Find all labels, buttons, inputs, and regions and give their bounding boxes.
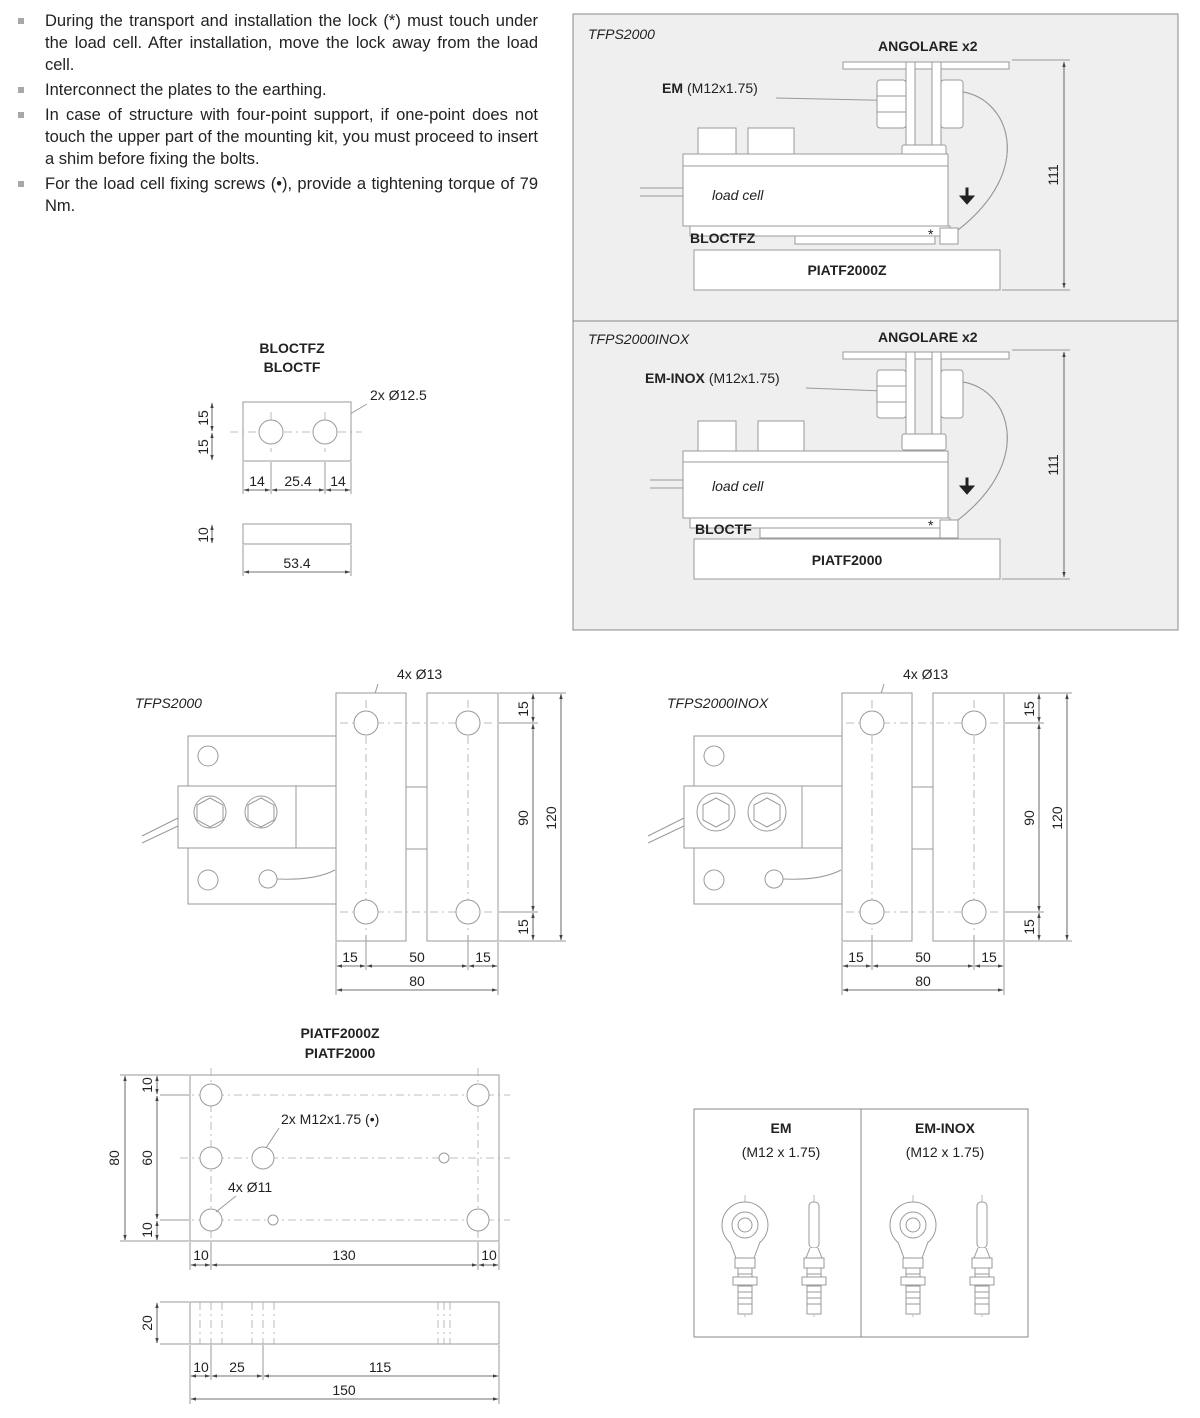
dim-15: 15: [981, 949, 997, 965]
dim-15: 15: [848, 949, 864, 965]
dim-10: 10: [193, 1359, 209, 1375]
lock-star: *: [928, 517, 934, 533]
dim-14: 14: [249, 473, 265, 489]
note-item: Interconnect the plates to the earthing.: [18, 79, 538, 101]
inox-title: EM-INOX: [915, 1120, 975, 1136]
dim-10: 10: [481, 1247, 497, 1263]
load-cell-label: load cell: [712, 187, 764, 203]
lock-label: BLOCTFZ: [690, 230, 756, 246]
lock-star: *: [928, 226, 934, 242]
dim-14: 14: [330, 473, 346, 489]
bloctf-drawing: [195, 340, 427, 576]
em-label: EM (M12x1.75): [662, 80, 758, 96]
dim-15: 15: [515, 701, 531, 717]
dim-130: 130: [332, 1247, 356, 1263]
dim-10: 10: [195, 527, 211, 543]
threads-label: 2x M12x1.75 (•): [281, 1111, 380, 1127]
dim-15: 15: [475, 949, 491, 965]
elevation-panel: [573, 14, 1178, 630]
plate-label: PIATF2000Z: [807, 262, 887, 278]
part-title: BLOCTF: [263, 359, 321, 375]
dim-80: 80: [409, 973, 425, 989]
dim-60: 60: [139, 1150, 155, 1166]
dim-10: 10: [139, 1077, 155, 1093]
dim-80: 80: [915, 973, 931, 989]
dim-50: 50: [915, 949, 931, 965]
plan-view-left: [135, 666, 566, 995]
model-label: TFPS2000INOX: [667, 695, 769, 711]
inox-thread: (M12 x 1.75): [905, 1144, 985, 1160]
em-label: EM-INOX (M12x1.75): [645, 370, 780, 386]
dim-10: 10: [193, 1247, 209, 1263]
holes-label: 2x Ø12.5: [370, 387, 427, 403]
model-label: TFPS2000: [135, 695, 202, 711]
plan-view-right: [648, 666, 1072, 995]
dim-150: 150: [332, 1382, 356, 1398]
dim-90: 90: [515, 810, 531, 826]
dim-25-4: 25.4: [284, 473, 312, 489]
holes-label: 4x Ø13: [903, 666, 949, 682]
dim-120: 120: [543, 806, 559, 830]
dim-15: 15: [342, 949, 358, 965]
dim-15: 15: [515, 919, 531, 935]
dim-50: 50: [409, 949, 425, 965]
piatf-drawing: [106, 1025, 510, 1404]
height-dim: 111: [1045, 454, 1061, 476]
plate-label: PIATF2000: [811, 552, 883, 568]
angle-label: ANGOLARE x2: [878, 329, 978, 345]
em-title: EM: [770, 1120, 792, 1136]
dim-115: 115: [368, 1359, 392, 1375]
em-thread: (M12 x 1.75): [741, 1144, 821, 1160]
note-item: In case of structure with four-point support, if one-point does not touch the upper part of the mounting kit, you must proceed to insert a shim before fixing the bolts.: [18, 104, 538, 170]
dim-120: 120: [1049, 806, 1065, 830]
dim-20: 20: [139, 1315, 155, 1331]
part-title: PIATF2000: [304, 1045, 376, 1061]
note-item: During the transport and installation the lock (*) must touch under the load cell. After installation, move the lock away from the load cell.: [18, 10, 538, 76]
dim-15: 15: [1021, 919, 1037, 935]
model-label: TFPS2000INOX: [588, 331, 690, 347]
part-title: BLOCTFZ: [259, 340, 325, 356]
dim-10: 10: [139, 1222, 155, 1238]
dim-15: 15: [195, 410, 211, 426]
lock-label: BLOCTF: [695, 521, 752, 537]
dim-80: 80: [106, 1150, 122, 1166]
angle-label: ANGOLARE x2: [878, 38, 978, 54]
holes-label: 4x Ø13: [397, 666, 443, 682]
dim-15: 15: [195, 439, 211, 455]
model-label: TFPS2000: [588, 26, 655, 42]
holes-label: 4x Ø11: [228, 1179, 273, 1195]
dim-15: 15: [1021, 701, 1037, 717]
part-title: PIATF2000Z: [300, 1025, 380, 1041]
load-cell-label: load cell: [712, 478, 764, 494]
dim-25: 25: [229, 1359, 245, 1375]
dim-90: 90: [1021, 810, 1037, 826]
height-dim: 111: [1045, 164, 1061, 186]
em-comparison-box: [694, 1109, 1028, 1337]
dim-53-4: 53.4: [283, 555, 311, 571]
note-item: For the load cell fixing screws (•), provide a tightening torque of 79 Nm.: [18, 173, 538, 217]
